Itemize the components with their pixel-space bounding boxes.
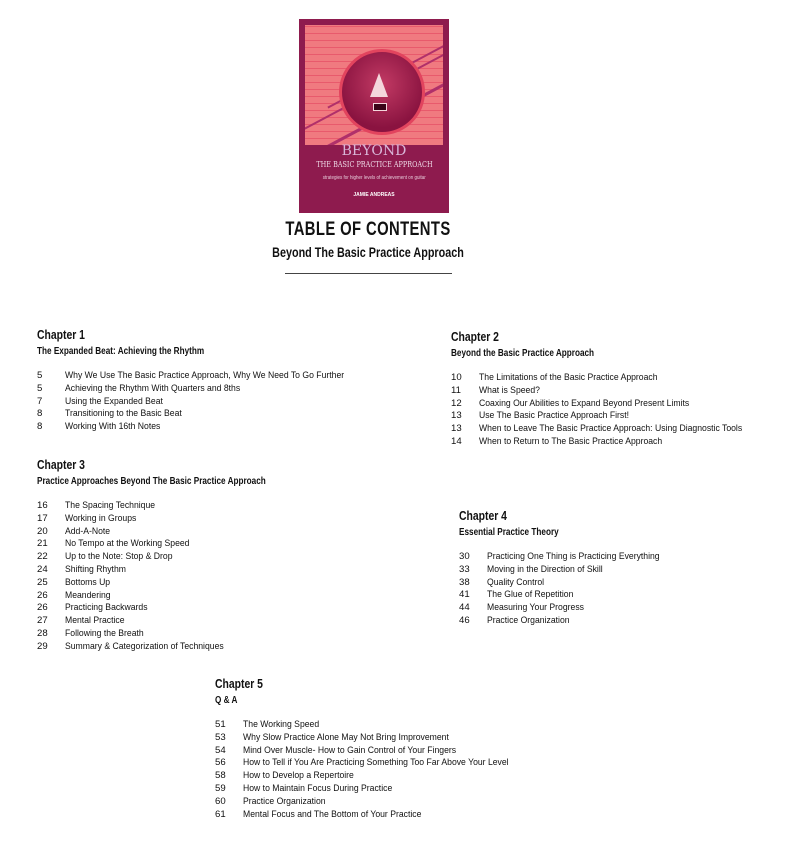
metronome-icon [370,73,388,97]
toc-entry[interactable] [459,577,679,590]
toc-entry[interactable] [37,500,330,513]
toc-entry[interactable] [451,436,771,449]
entry-title: Working in Groups [65,512,137,524]
page-number: 13 [451,423,462,435]
page-number: 26 [37,589,48,601]
page-number: 54 [215,744,226,756]
page-number: 29 [37,640,48,652]
page-number: 51 [215,719,226,730]
toc-entry[interactable] [37,602,330,615]
entry-title: When to Return to The Basic Practice Approach [479,435,663,447]
entry-title: Add-A-Note [65,525,111,537]
chapter-section [37,326,375,434]
toc-entry[interactable] [37,370,375,383]
entry-title: Shifting Rhythm [65,563,126,575]
entry-title: How to Develop a Repertoire [243,770,354,782]
page-number: 33 [459,563,470,575]
book-cover [299,19,449,213]
page-number: 44 [459,602,470,614]
page-number: 27 [37,615,48,627]
page-number: 7 [37,395,43,407]
page-number: 12 [451,397,462,409]
chapter-subtitle: Beyond the Basic Practice Approach [451,347,595,359]
toc-entry[interactable] [451,410,771,423]
toc-entry[interactable] [459,564,679,577]
page-number: 30 [459,551,470,562]
chapter-subtitle: The Expanded Beat: Achieving the Rhythm [37,345,205,357]
toc-entry[interactable] [37,564,330,577]
page-title: TABLE OF CONTENTS [285,219,451,240]
toc-entry[interactable] [37,383,375,396]
entry-title: Practice Organization [487,614,570,626]
toc-entry[interactable] [37,577,330,590]
toc-entry[interactable] [37,538,330,551]
cover-title-top: BEYOND [341,143,407,159]
page-number: 41 [459,589,470,601]
page-number: 10 [451,372,462,383]
chapter-section [215,675,538,821]
entry-title: How to Tell if You Are Practicing Something Too Far Above Your Level [243,757,509,769]
chapter-subtitle: Practice Approaches Beyond The Basic Practice Approach [37,475,266,487]
toc-entry[interactable] [451,398,771,411]
entry-title: Bottoms Up [65,576,111,588]
entry-title: The Limitations of the Basic Practice Approach [479,372,658,383]
chapter-subtitle: Essential Practice Theory [459,526,559,538]
toc-entry[interactable] [37,526,330,539]
page-number: 5 [37,382,43,394]
chapter-section [451,328,771,449]
entry-title: Practicing One Thing is Practicing Everything [487,551,660,562]
page-number: 61 [215,808,226,820]
toc-entry[interactable] [215,796,538,809]
page-number: 60 [215,795,226,807]
toc-entry[interactable] [459,589,679,602]
cover-tagline: strategies for higher levels of achievement on guitar [322,175,426,181]
page-number: 46 [459,614,470,626]
cover-title-main: THE BASIC PRACTICE APPROACH [315,160,433,170]
toc-entry[interactable] [215,719,538,732]
toc-entry[interactable] [215,770,538,783]
entry-title: Mind Over Muscle- How to Gain Control of Your Fingers [243,744,457,756]
toc-entry[interactable] [37,513,330,526]
page-number: 8 [37,421,43,433]
chapter-subtitle: Q & A [215,694,238,706]
page-number: 25 [37,576,48,588]
entry-title: No Tempo at the Working Speed [65,538,190,550]
chapter-section [37,456,330,654]
entry-title: Working With 16th Notes [65,421,161,433]
entry-title: What is Speed? [479,384,540,396]
toc-entry[interactable] [215,757,538,770]
entry-title: Moving in the Direction of Skill [487,563,603,575]
entry-title: Practicing Backwards [65,602,148,614]
page-number: 20 [37,525,48,537]
chapter-section [459,507,679,628]
entry-title: Up to the Note: Stop & Drop [65,551,173,563]
page-number: 56 [215,757,226,769]
toc-entry[interactable] [459,615,679,628]
page-number: 24 [37,563,48,575]
page-number: 59 [215,782,226,794]
toc-entry[interactable] [37,641,330,654]
toc-entry[interactable] [37,628,330,641]
page-number: 5 [37,370,43,381]
toc-entry[interactable] [459,551,679,564]
chapter-heading: Chapter 2 [451,329,499,344]
chapter-heading: Chapter 3 [37,457,85,472]
entry-title: Coaxing Our Abilities to Expand Beyond Present Limits [479,397,690,409]
entry-title: Quality Control [487,576,545,588]
entry-title: Practice Organization [243,795,326,807]
page-number: 28 [37,627,48,639]
page-number: 38 [459,576,470,588]
entry-title: How to Maintain Focus During Practice [243,782,393,794]
toc-entry[interactable] [37,551,330,564]
toc-entry[interactable] [215,732,538,745]
entry-title: The Glue of Repetition [487,589,574,601]
entry-title: Following the Breath [65,627,144,639]
toc-entry[interactable] [451,385,771,398]
toc-entry[interactable] [37,615,330,628]
entry-title: Summary & Categorization of Techniques [65,640,224,652]
entry-title: Why Slow Practice Alone May Not Bring Improvement [243,731,449,743]
chapter-heading: Chapter 5 [215,676,263,691]
chapter-heading: Chapter 4 [459,508,507,523]
page-number: 17 [37,512,48,524]
entry-title: Mental Focus and The Bottom of Your Practice [243,808,422,820]
page-number: 58 [215,770,226,782]
entry-title: Transitioning to the Basic Beat [65,408,182,420]
cover-sheet-music-art [305,25,443,145]
toc-entry[interactable] [37,421,375,434]
divider [285,273,452,274]
toc-entry[interactable] [37,396,375,409]
entry-title: Mental Practice [65,615,125,627]
toc-entry[interactable] [451,372,771,385]
page-number: 11 [451,384,461,396]
toc-entry[interactable] [459,602,679,615]
page-number: 13 [451,410,462,422]
toc-entry[interactable] [451,423,771,436]
toc-entry[interactable] [37,590,330,603]
cover-author: JAMIE ANDREAS [353,192,395,198]
entry-title: Use The Basic Practice Approach First! [479,410,630,422]
entry-title: The Spacing Technique [65,500,156,511]
page-number: 21 [37,538,48,550]
page-subtitle: Beyond The Basic Practice Approach [272,245,464,260]
toc-entry[interactable] [37,408,375,421]
toc-entry[interactable] [215,745,538,758]
page-number: 26 [37,602,48,614]
toc-entry[interactable] [215,783,538,796]
toc-entry[interactable] [215,809,538,822]
page-number: 14 [451,435,462,447]
entry-title: Achieving the Rhythm With Quarters and 8ths [65,382,241,394]
page-number: 53 [215,731,226,743]
entry-title: Meandering [65,589,111,601]
page-number: 16 [37,500,48,511]
entry-title: Using the Expanded Beat [65,395,163,407]
page-number: 8 [37,408,43,420]
entry-title: Why We Use The Basic Practice Approach, Why We Need To Go Further [65,370,345,381]
chapter-heading: Chapter 1 [37,327,85,342]
page-number: 22 [37,551,48,563]
entry-title: When to Leave The Basic Practice Approach: Using Diagnostic Tools [479,423,743,435]
entry-title: Measuring Your Progress [487,602,584,614]
entry-title: The Working Speed [243,719,320,730]
